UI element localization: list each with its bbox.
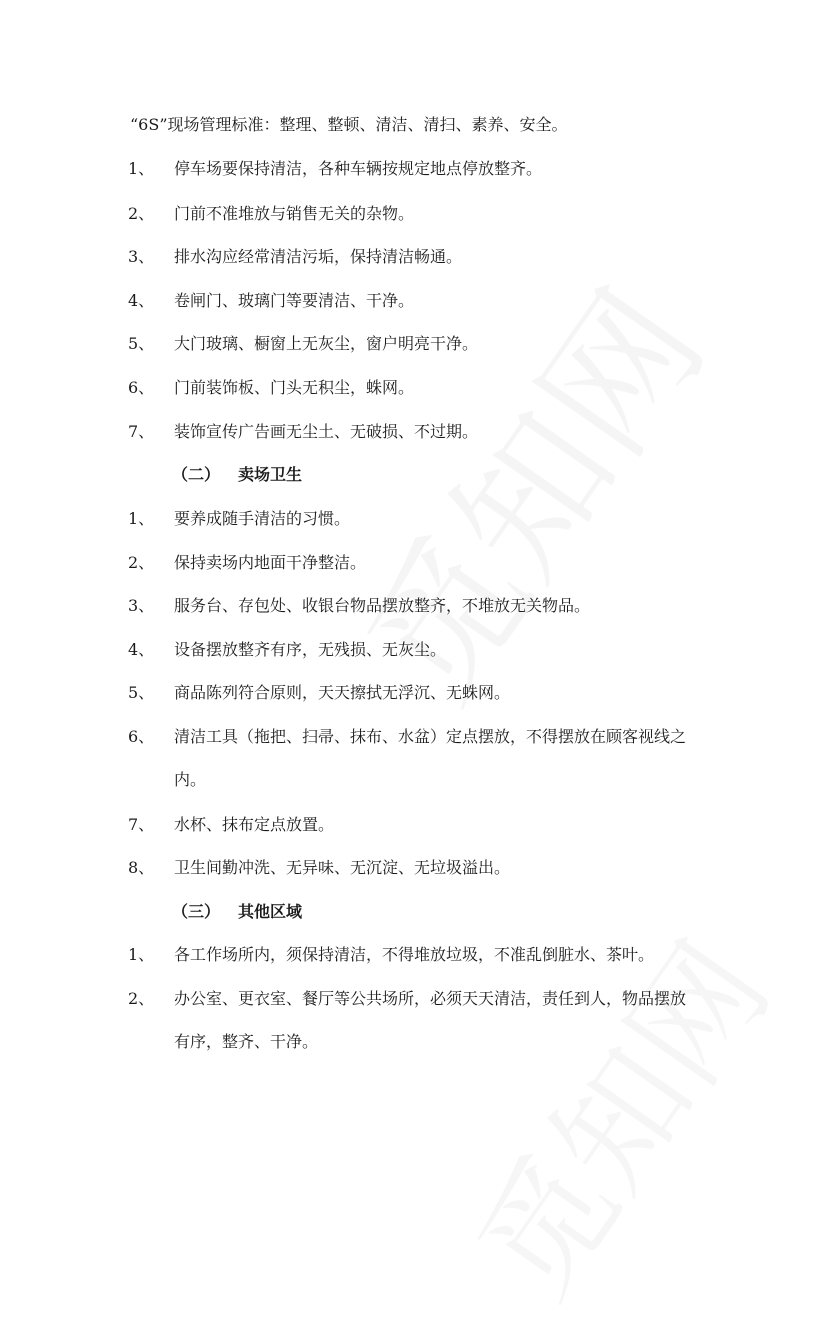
item-text: 门前装饰板、门头无积尘，蛛网。 bbox=[174, 378, 415, 397]
item-number: 3、 bbox=[128, 247, 155, 266]
intro-text: “6S”现场管理标准：整理、整顿、清洁、清扫、素养、安全。 bbox=[130, 115, 568, 134]
item-number: 2、 bbox=[128, 204, 155, 223]
item-text-continued: 内。 bbox=[174, 770, 207, 789]
item-text: 要养成随手清洁的习惯。 bbox=[174, 509, 351, 528]
item-text: 设备摆放整齐有序，无残损、无灰尘。 bbox=[174, 640, 447, 659]
section-title: 其他区域 bbox=[238, 902, 303, 921]
item-number: 3、 bbox=[128, 596, 155, 615]
item-number: 1、 bbox=[128, 509, 155, 528]
item-text: 保持卖场内地面干净整洁。 bbox=[174, 553, 367, 572]
item-number: 1、 bbox=[128, 159, 155, 178]
item-number: 4、 bbox=[128, 640, 155, 659]
item-number: 1、 bbox=[128, 945, 155, 964]
item-number: 8、 bbox=[128, 858, 155, 877]
item-text: 各工作场所内，须保持清洁，不得堆放垃圾，不准乱倒脏水、茶叶。 bbox=[174, 945, 655, 964]
item-number: 2、 bbox=[128, 989, 155, 1008]
item-number: 7、 bbox=[128, 815, 155, 834]
item-text: 装饰宣传广告画无尘土、无破损、不过期。 bbox=[174, 422, 479, 441]
item-text: 大门玻璃、橱窗上无灰尘，窗户明亮干净。 bbox=[174, 334, 479, 353]
item-text: 卫生间勤冲洗、无异味、无沉淀、无垃圾溢出。 bbox=[174, 858, 511, 877]
item-text: 商品陈列符合原则，天天擦拭无浮沉、无蛛网。 bbox=[174, 683, 511, 702]
item-text: 卷闸门、玻璃门等要清洁、干净。 bbox=[174, 291, 415, 310]
section-title: 卖场卫生 bbox=[238, 465, 303, 484]
watermark bbox=[307, 242, 742, 735]
item-number: 7、 bbox=[128, 422, 155, 441]
item-text: 清洁工具（拖把、扫帚、抹布、水盆）定点摆放，不得摆放在顾客视线之 bbox=[174, 727, 687, 746]
item-number: 5、 bbox=[128, 683, 155, 702]
item-text: 水杯、抹布定点放置。 bbox=[174, 815, 335, 834]
section-number: （三） bbox=[172, 902, 221, 921]
item-text: 服务台、存包处、收银台物品摆放整齐，不堆放无关物品。 bbox=[174, 596, 591, 615]
item-number: 6、 bbox=[128, 727, 155, 746]
item-text: 排水沟应经常清洁污垢，保持清洁畅通。 bbox=[174, 247, 463, 266]
item-text-continued: 有序，整齐、干净。 bbox=[174, 1032, 319, 1051]
item-number: 6、 bbox=[128, 378, 155, 397]
item-number: 4、 bbox=[128, 291, 155, 310]
item-text: 办公室、更衣室、餐厅等公共场所，必须天天清洁，责任到人，物品摆放 bbox=[174, 989, 687, 1008]
section-number: （二） bbox=[172, 465, 221, 484]
item-text: 门前不准堆放与销售无关的杂物。 bbox=[174, 204, 415, 223]
item-text: 停车场要保持清洁，各种车辆按规定地点停放整齐。 bbox=[174, 159, 543, 178]
item-number: 2、 bbox=[128, 553, 155, 572]
item-number: 5、 bbox=[128, 334, 155, 353]
